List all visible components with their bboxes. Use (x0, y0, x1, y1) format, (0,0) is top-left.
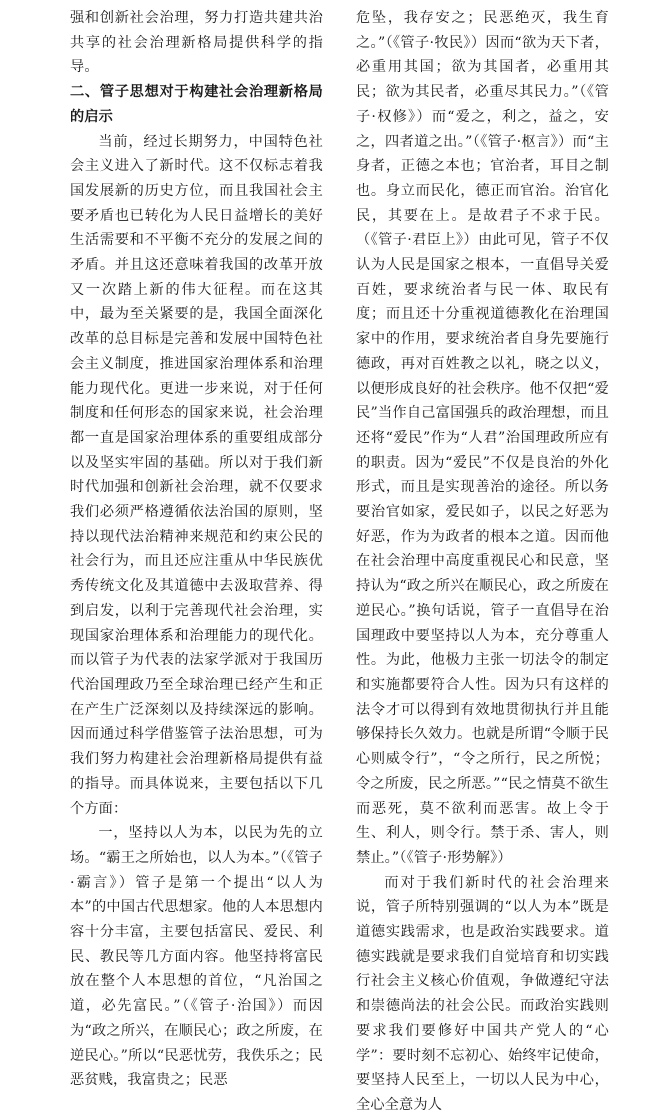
left-column (70, 6, 323, 1093)
body-paragraph: 而对于我们新时代的社会治理来说，管子所特别强调的“以人为本”既是道德实践需求，也是政治实践要求。道德实践就是要求我们自觉培育和切实践行社会主义核心价值观，争做遵纪守法和崇德尚法的社会公民。而政治实践则要求我们要修好中国共产党人的“心学”：要时刻不忘初心、始终牢记使命，要坚持人民至上，一切以人民为中心，全心全意为人 (356, 874, 609, 1113)
body-paragraph: 一，坚持以人为本，以民为先的立场。“霸王之所始也，以人为本。”（《管子·霸言》）管子是第一个提出“以人为本”的中国古代思想家。他的人本思想内容十分丰富，主要包括富民、爱民、利民、教民等几方面内容。他坚持将富民放在整个人本思想的首位，“凡治国之道，必先富民。”（《管子·治国》）而因为“政之所兴，在顺民心；政之所废，在逆民心。”所以“民恶忧劳，我佚乐之；民恶贫贱，我富贵之；民恶 (70, 825, 323, 1089)
body-paragraph: 当前，经过长期努力，中国特色社会主义进入了新时代。这不仅标志着我国发展新的历史方位，而且我国社会主要矛盾也已转化为人民日益增长的美好生活需要和不平衡不充分的发展之间的矛盾。并且这还意味着我国的改革开放又一次踏上新的伟大征程。而在这其中，最为至关紧要的是，我国全面深化改革的总目标是完善和发展中国特色社会主义制度，推进国家治理体系和治理能力现代化。更进一步来说，对于任何制度和任何形态的国家来说，社会治理都一直是国家治理体系的重要组成部分以及坚实牢固的基础。所以对于我们新时代加强和创新社会治理，就不仅要求我们必须严格遵循依法治国的原则，坚持以现代法治精神来规范和约束公民的社会行为，而且还应注重从中华民族优秀传统文化及其道德中去汲取营养、得到启发，以利于完善现代社会治理，实现国家治理体系和治理能力的现代化。而以管子为代表的法家学派对于我国历代治国理政乃至全球治理已经产生和正在产生广泛深刻以及持续深远的影响。因而通过科学借鉴管子法治思想，可为我们努力构建社会治理新格局提供有益的指导。而具体说来，主要包括以下几个方面： (70, 133, 323, 817)
body-paragraph: 危坠，我存安之；民恶绝灭，我生育之。”（《管子·牧民》）因而“欲为天下者，必重用其国；欲为其国者，必重用其民；欲为其民者，必重尽其民力。”（《管子·权修》）而“爱之，利之，益之，安之，四者道之出。”（《管子·枢言》）而“主身者，正德之本也；官治者，耳目之制也。身立而民化，德正而官治。治官化民，其要在上。是故君子不求于民。（《管子·君臣上》）由此可见，管子不仅认为人民是国家之根本，一直倡导关爱百姓，要求统治者与民一体、取民有度；而且还十分重视道德教化在治理国家中的作用，要求统治者自身先要施行德政，再对百姓教之以礼，晓之以义，以便形成良好的社会秩序。他不仅把“爱民”当作自己富国强兵的政治理想，而且还将“爱民”作为“人君”治国理政所应有的职责。因为“爱民”不仅是良治的外化形式，而且是实现善治的途径。所以务要治官如家，爱民如子，以民之好恶为好恶，作为为政者的根本之道。因而他在社会治理中高度重视民心和民意，坚持认为“政之所兴在顺民心，政之所废在逆民心。”换句话说，管子一直倡导在治国理政中要坚持以人为本，充分尊重人性。为此，他极力主张一切法令的制定和实施都要符合人性。因为只有这样的法令才可以得到有效地贯彻执行并且能够保持长久效力。也就是所谓“令顺于民心则威令行”，“令之所行，民之所悦；令之所废，民之所恶。”“民之情莫不欲生而恶死，莫不欲利而恶害。故上令于生、利人，则令行。禁于杀、害人，则禁止。”（《管子·形势解》） (356, 10, 609, 866)
right-column (356, 6, 609, 1118)
continuation-paragraph: 强和创新社会治理，努力打造共建共治共享的社会治理新格局提供科学的指导。 (70, 10, 323, 76)
section-heading: 二、管子思想对于构建社会治理新格局的启示 (70, 84, 323, 125)
